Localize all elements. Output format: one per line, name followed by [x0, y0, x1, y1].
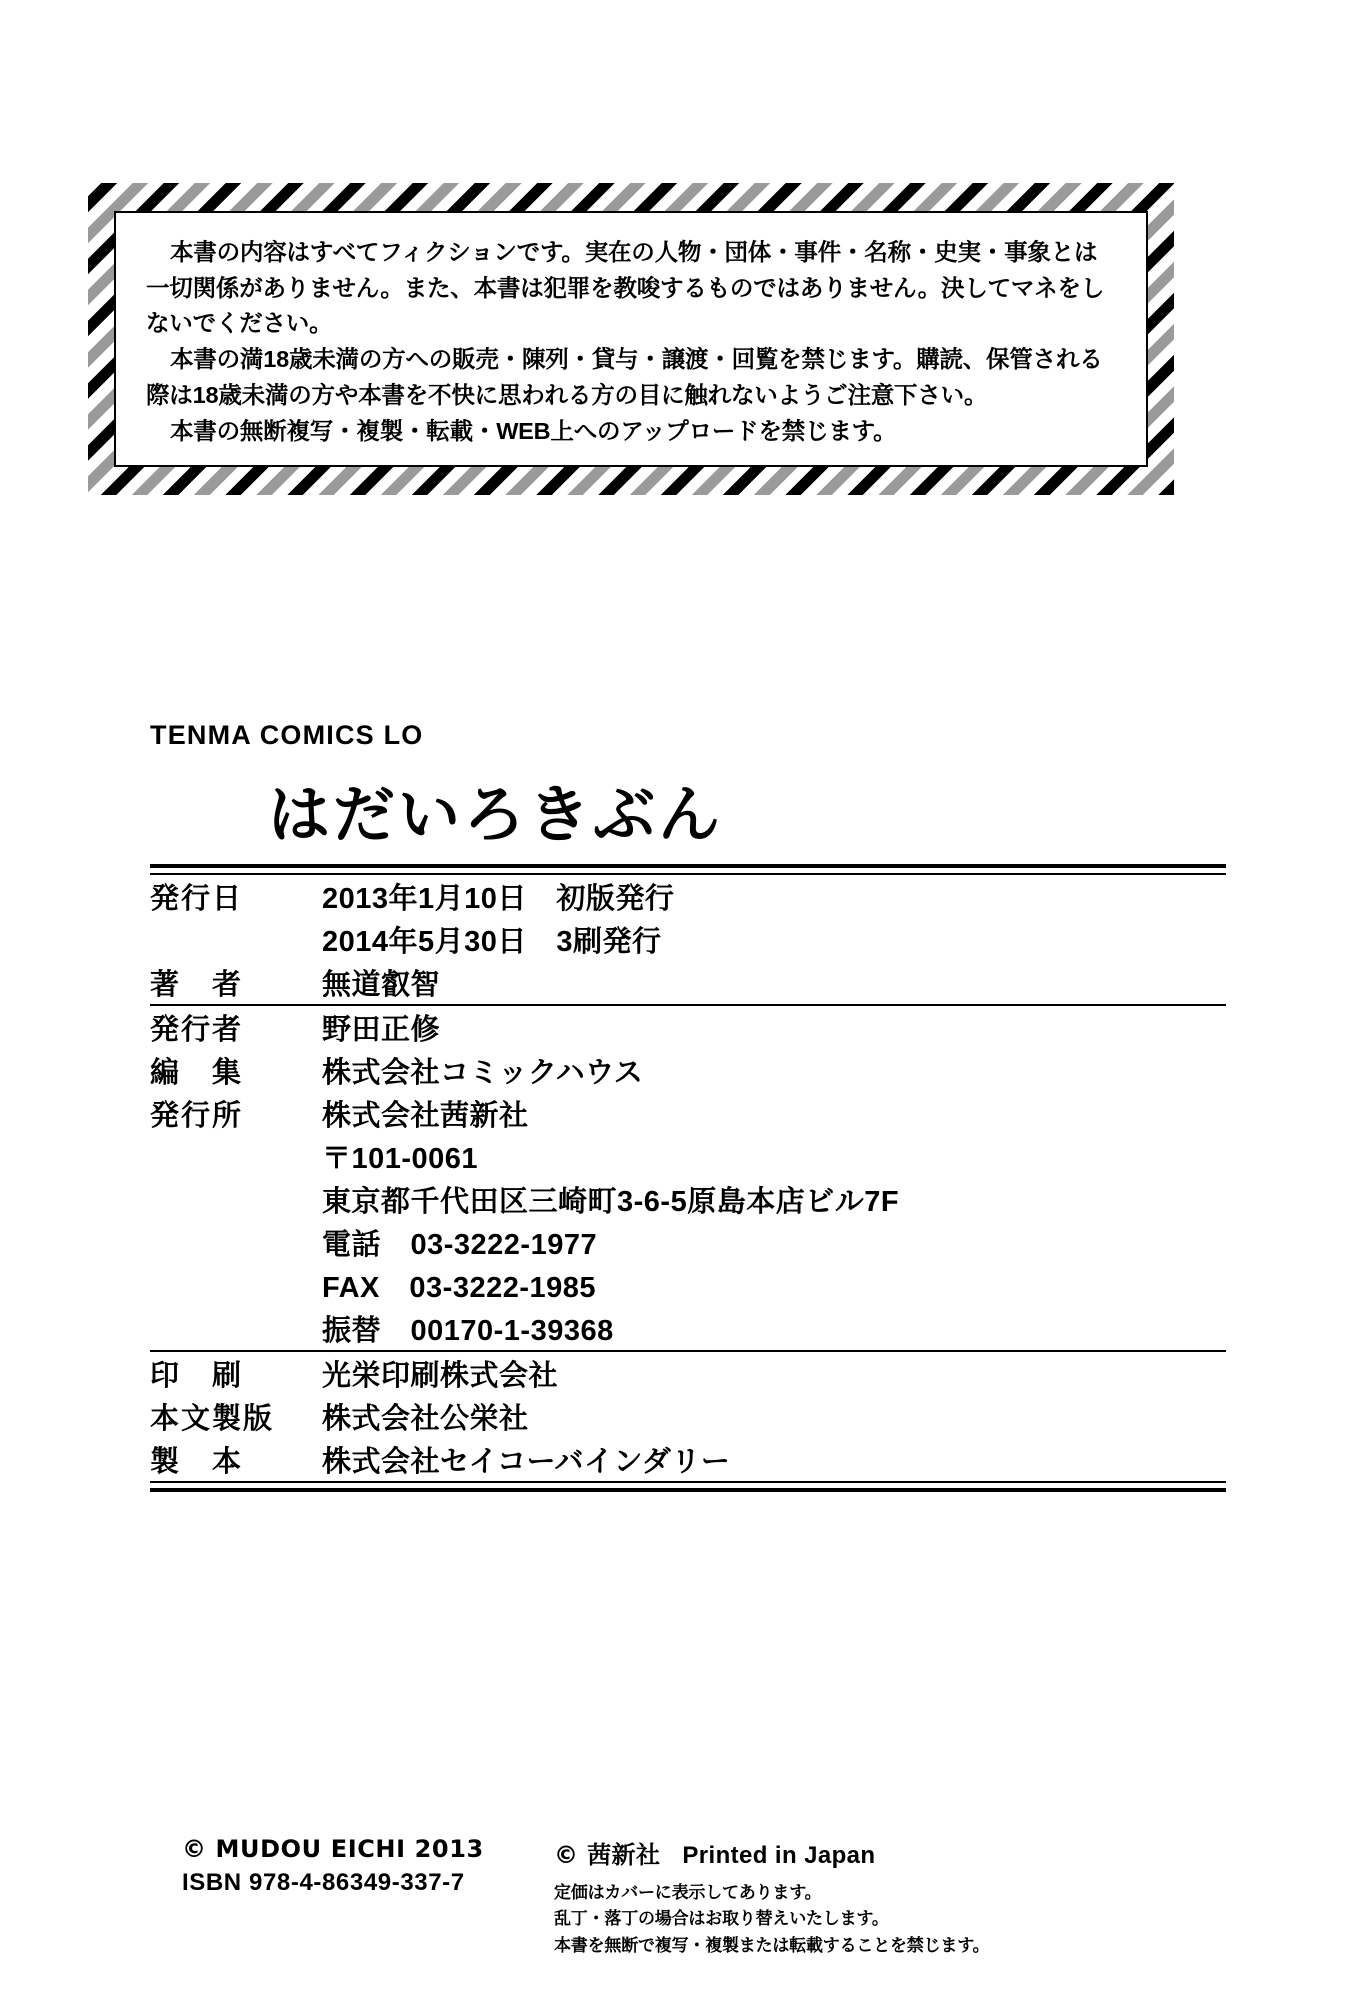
warning-notice-inner: [114, 211, 1148, 467]
copyright-author: © MUDOU EICHI 2013: [182, 1835, 484, 1863]
footer-left-column: [150, 1835, 554, 1897]
row-value-editing: 株式会社コミックハウス: [322, 1057, 644, 1089]
row-value-pubdate-first: 2013年1月10日 初版発行: [322, 883, 675, 915]
warning-notice-box: [88, 183, 1174, 495]
fine-print-reproduction: 本書を無断で複写・複製または転載することを禁じます。: [554, 1935, 990, 1955]
publication-info-table: [150, 875, 1226, 1004]
fine-print-defect: 乱丁・落丁の場合はお取り替えいたします。: [554, 1909, 889, 1929]
row-value-phone: 電話 03-3222-1977: [322, 1229, 598, 1261]
row-value-postal-code: 〒101-0061: [322, 1143, 479, 1175]
row-label-publisher-person: 発行者: [150, 1014, 244, 1046]
colophon: [150, 720, 1226, 1492]
row-value-pubdate-third: 2014年5月30日 3刷発行: [322, 926, 662, 958]
copyright-publisher: © 茜新社: [554, 1841, 661, 1869]
row-value-company-name: 株式会社茜新社: [322, 1100, 529, 1132]
row-value-binding: 株式会社セイコーバインダリー: [322, 1446, 731, 1478]
row-value-fax: FAX 03-3222-1985: [322, 1272, 596, 1304]
table-row: [150, 875, 1226, 918]
notice-paragraph-age-restriction: 本書の満18歳未満の方への販売・陳列・貸与・譲渡・回覧を禁じます。購読、保管される際は18歳未満の方や本書を不快に思われる方の目に触れないようご注意下さい。: [146, 346, 1103, 408]
printed-in-japan: Printed in Japan: [682, 1842, 876, 1869]
fine-print-price: 定価はカバーに表示してあります。: [554, 1883, 822, 1902]
row-label-binding: 製 本: [150, 1446, 244, 1478]
isbn: ISBN 978-4-86349-337-7: [182, 1869, 465, 1896]
notice-paragraph-reproduction: 本書の無断複写・複製・転載・WEB上へのアップロードを禁じます。: [170, 417, 897, 444]
publisher-info-table: [150, 1006, 1226, 1350]
table-row: [150, 1006, 1226, 1049]
notice-paragraph-fiction: 本書の内容はすべてフィクションです。実在の人物・団体・事件・名称・史実・事象とは一切関係がありません。また、本書は犯罪を教唆するものではありません。決してマネをしないでください。: [146, 239, 1105, 337]
table-row: [150, 1049, 1226, 1092]
row-label-publisher-company: 発行所: [150, 1100, 244, 1132]
page-title: はだいろきぶん: [268, 781, 724, 850]
row-label-platemaking: 本文製版: [150, 1403, 275, 1435]
table-row: [150, 961, 1226, 1004]
table-row: [150, 1395, 1226, 1438]
row-label-printing: 印 刷: [150, 1360, 244, 1392]
row-value-author: 無道叡智: [322, 969, 441, 1001]
imprint-label: TENMA COMICS LO: [150, 720, 424, 750]
divider-bottom: [150, 1488, 1226, 1492]
row-label-editing: 編 集: [150, 1057, 244, 1089]
footer: [150, 1835, 1226, 1959]
row-value-publisher-person: 野田正修: [322, 1014, 441, 1046]
footer-right-column: [554, 1835, 1226, 1959]
table-row: [150, 1092, 1226, 1135]
row-value-printing: 光栄印刷株式会社: [322, 1360, 559, 1392]
row-value-address: 東京都千代田区三崎町3-6-5原島本店ビル7F: [322, 1186, 900, 1218]
row-value-platemaking: 株式会社公栄社: [322, 1403, 529, 1435]
production-info-table: [150, 1352, 1226, 1481]
row-value-furikae: 振替 00170-1-39368: [322, 1315, 614, 1347]
table-row: [150, 1438, 1226, 1481]
row-label-author: 著 者: [150, 969, 244, 1001]
table-row: [150, 1352, 1226, 1395]
row-label-pubdate: 発行日: [150, 883, 244, 915]
